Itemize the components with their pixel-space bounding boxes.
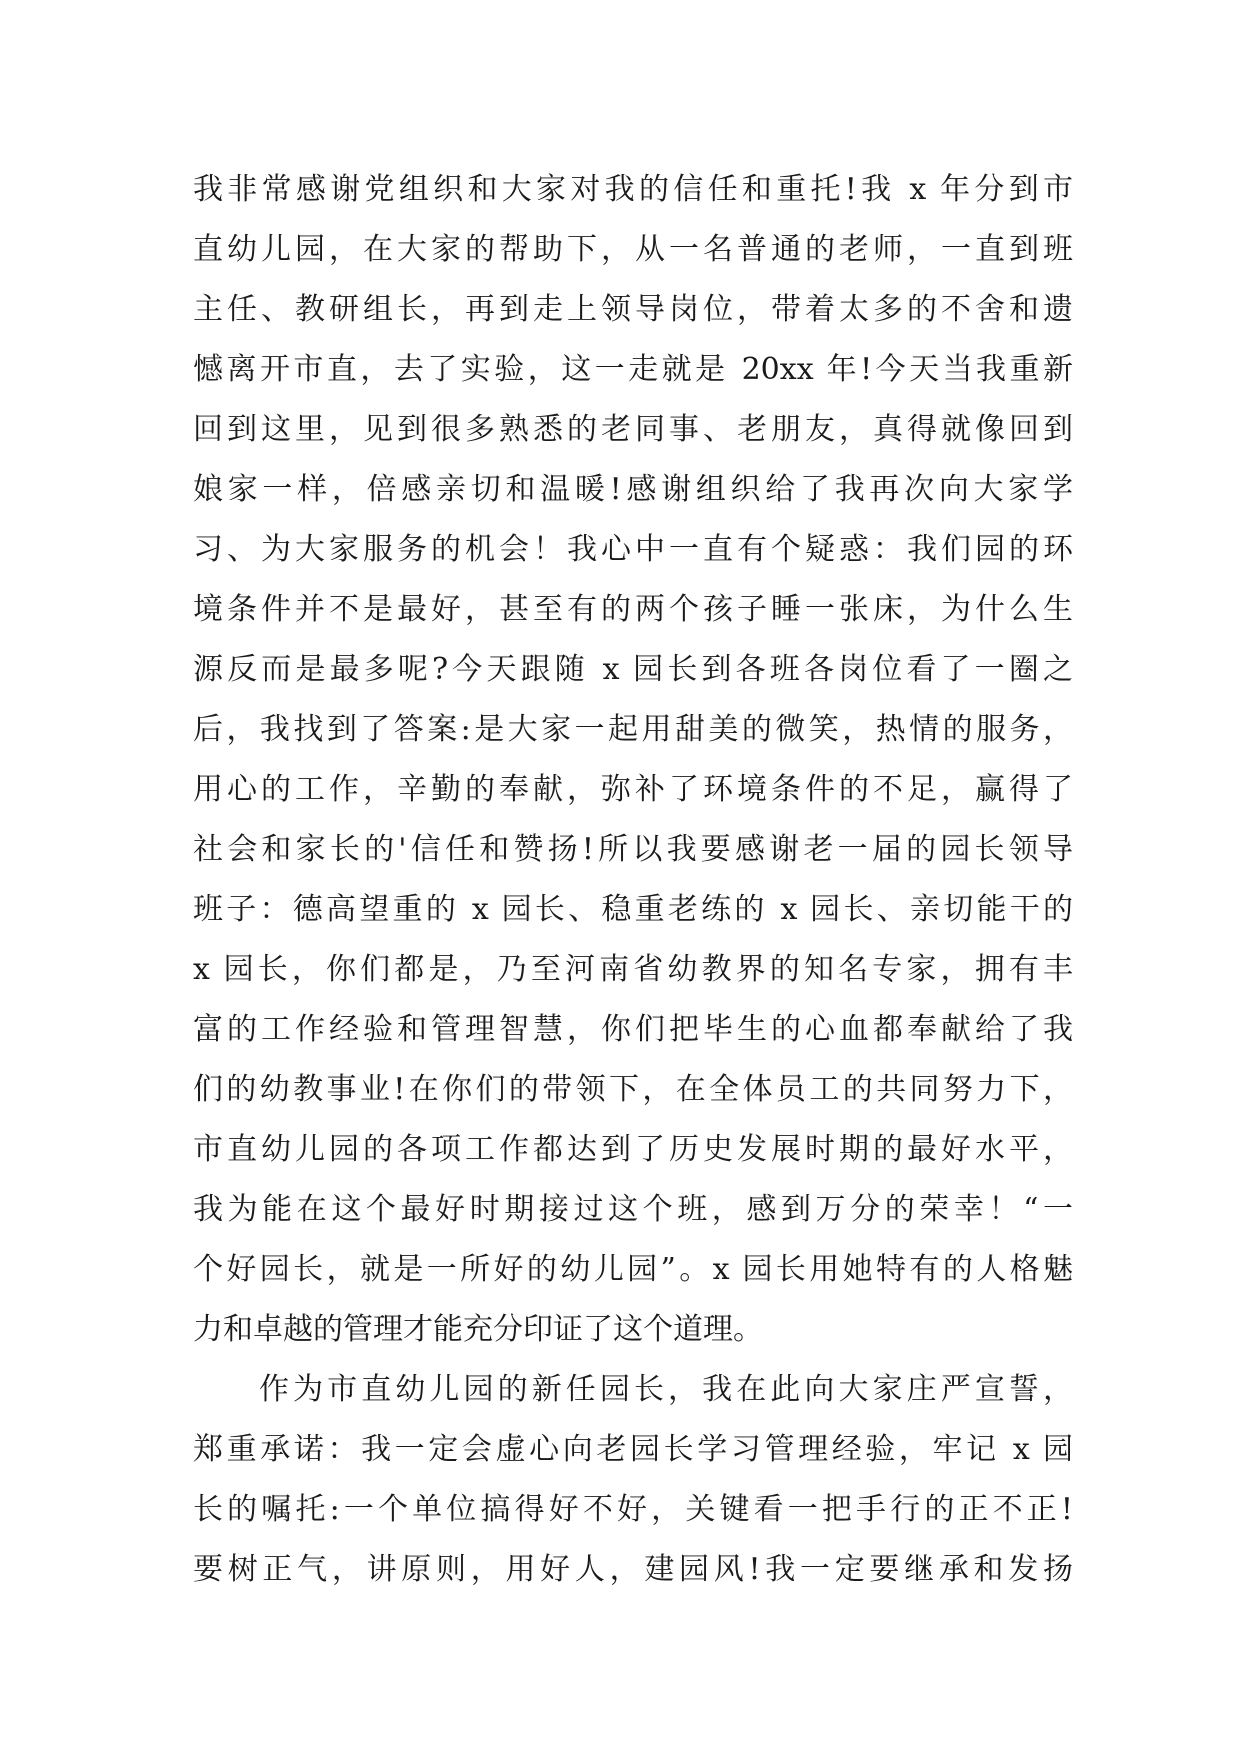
paragraph: [193, 160, 1073, 1360]
text-line: 境条件并不是最好，甚至有的两个孩子睡一张床，为什么生: [193, 592, 1073, 627]
text-line: x 园长，你们都是，乃至河南省幼教界的知名专家，拥有丰: [193, 952, 1073, 987]
text-line: 习、为大家服务的机会！我心中一直有个疑惑：我们园的环: [193, 532, 1073, 567]
text-line: 我非常感谢党组织和大家对我的信任和重托!我 x 年分到市: [193, 172, 1073, 207]
text-line: 郑重承诺：我一定会虚心向老园长学习管理经验，牢记 x 园: [193, 1432, 1073, 1467]
text-line: 直幼儿园，在大家的帮助下，从一名普通的老师，一直到班: [193, 232, 1073, 267]
text-line: 作为市直幼儿园的新任园长，我在此向大家庄严宣誓，: [259, 1372, 1073, 1407]
text-line: 班子：德高望重的 x 园长、稳重老练的 x 园长、亲切能干的: [193, 892, 1073, 927]
text-line: 娘家一样，倍感亲切和温暖!感谢组织给了我再次向大家学: [193, 472, 1073, 507]
text-line: 们的幼教事业!在你们的带领下，在全体员工的共同努力下，: [193, 1072, 1073, 1107]
text-line: 个好园长，就是一所好的幼儿园”。x 园长用她特有的人格魅: [193, 1252, 1073, 1287]
text-line: 长的嘱托:一个单位搞得好不好，关键看一把手行的正不正!: [193, 1492, 1073, 1527]
text-line: 回到这里，见到很多熟悉的老同事、老朋友，真得就像回到: [193, 412, 1073, 447]
text-line: 力和卓越的管理才能充分印证了这个道理。: [193, 1312, 763, 1347]
text-line: 要树正气，讲原则，用好人，建园风!我一定要继承和发扬: [193, 1552, 1073, 1587]
document-body: [193, 160, 1073, 1600]
text-line: 社会和家长的'信任和赞扬!所以我要感谢老一届的园长领导: [193, 832, 1073, 867]
text-line: 市直幼儿园的各项工作都达到了历史发展时期的最好水平，: [193, 1132, 1073, 1167]
text-line: 富的工作经验和管理智慧，你们把毕生的心血都奉献给了我: [193, 1012, 1073, 1047]
text-line: 后，我找到了答案:是大家一起用甜美的微笑，热情的服务，: [193, 712, 1073, 747]
paragraph: [193, 1360, 1073, 1600]
text-line: 我为能在这个最好时期接过这个班，感到万分的荣幸！“一: [193, 1192, 1073, 1227]
text-line: 用心的工作，辛勤的奉献，弥补了环境条件的不足，赢得了: [193, 772, 1073, 807]
text-line: 主任、教研组长，再到走上领导岗位，带着太多的不舍和遗: [193, 292, 1073, 327]
text-line: 源反而是最多呢?今天跟随 x 园长到各班各岗位看了一圈之: [193, 652, 1073, 687]
text-line: 憾离开市直，去了实验，这一走就是 20xx 年!今天当我重新: [193, 352, 1073, 387]
